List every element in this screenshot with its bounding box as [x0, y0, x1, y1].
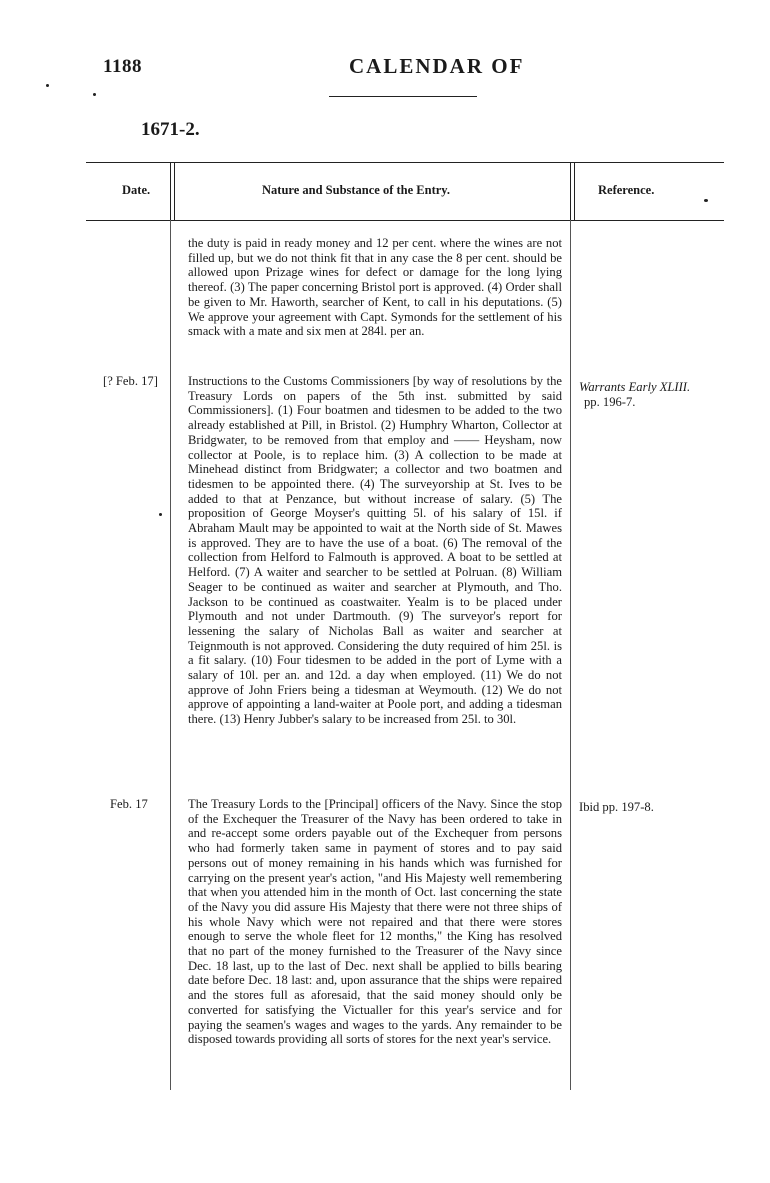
column-divider [574, 162, 575, 220]
table-header-rule [86, 220, 724, 221]
column-header-nature: Nature and Substance of the Entry. [262, 183, 450, 197]
print-speck [93, 93, 96, 96]
entry-text-continuation: the duty is paid in ready money and 12 per cent. where the wines are not filled up, but we do not think fit that in any case the 8 per cent. should be allowed upon Prizage wines for defect or damage for the long lying thereof. (3) The paper concerning Bristol port is approved. (4) Order shall be given to Mr. Haworth, searcher of Kent, to call in his deputations. (5) We approve your agreement with Capt. Symonds for the settlement of his smack with a mate and six men at 284l. per an. [188, 236, 562, 339]
table-top-rule [86, 162, 724, 163]
column-divider [174, 162, 175, 220]
column-header-date: Date. [122, 183, 151, 197]
reference-source: Warrants Early XLIII. [579, 380, 691, 394]
column-divider [570, 220, 571, 1090]
running-head: CALENDAR OF [349, 54, 525, 78]
column-divider [170, 162, 171, 220]
entry-reference [579, 800, 654, 815]
column-header-reference: Reference. [598, 183, 655, 197]
print-speck [159, 513, 162, 516]
entry-date: [? Feb. 17] [103, 374, 158, 388]
column-divider [570, 162, 571, 220]
header-rule [329, 96, 477, 97]
page-number: 1188 [103, 56, 142, 77]
print-speck [46, 84, 49, 87]
entry-text-navy-letter: The Treasury Lords to the [Principal] officers of the Navy. Since the stop of the Exchequer the Treasurer of the Navy has been ordered to take in and re-accept some orders payable out of the Exchequer from persons who had formerly taken same in payment of stores and to pay said persons out of money remaining in his hands which was furnished for carrying on the present year's action, "and His Majesty well remembering that when you attended him in the month of Oct. last concerning the state of the Navy you did assure His Majesty that there were not three ships of his whole Navy which were not repaired and that there were stores enough to serve the whole fleet for 12 months," the King has resolved that no part of the money furnished to the Treasurer of the Navy since Dec. 18 last, up to the last of Dec. next shall be applied to bills bearing date before Dec. 18 last: and, upon assurance that the ships were repaired and the stores full as aforesaid, that the said money should only be converted for satisfying the Victualler for this year's service and for paying the seamen's wages and wages to the yards. Any remainder to be disposed towards providing all sorts of stores for the next year's service. [188, 797, 562, 1047]
print-speck [704, 199, 708, 202]
entry-reference [579, 380, 690, 409]
entry-text-instructions: Instructions to the Customs Commissioners [by way of resolutions by the Treasury Lords on papers of the 5th inst. submitted by said Commissioners]. (1) Four boatmen and tidesmen to be added to the two already established at Pill, in Bristol. (2) Humphry Wharton, Collector at Bridgwater, to be removed from that employ and —— Heysham, now collector at Poole, is to replace him. (3) A collection to be made at Minehead distinct from Bridgwater; a collector and two boatmen and tidesmen to be appointed there. (4) The surveyorship at St. Ives to be added to that at Penzance, but without increase of salary. (5) The proposition of George Moyser's quitting 5l. of his salary of 15l. if Abraham Mault may be appointed to wait at the North side of St. Mawes is approved. They are to have the use of a boat. (6) The removal of the collection from Helford to Falmouth is approved. A boat to be settled at Helford. (7) A waiter and searcher to be settled at Polruan. (8) William Seager to be continued as waiter and searcher at Plymouth, and Tho. Jackson to be continued as coastwaiter. Yealm is to be placed under Plymouth and not under Dartmouth. (9) The surveyor's report for lessening the salary of Nicholas Ball as waiter and searcher at Teignmouth is not approved. Considering the duty required of him 25l. is a fit salary. (10) Four tidesmen to be added in the port of Lyme with a salary of 10l. per an. and 12d. a day when employed. (11) We do not approve of John Friers being a tidesman at Weymouth. (12) We do not approve of appointing a land-waiter at Poole port, and adding a tidesman there. (13) Henry Jubber's salary to be increased from 25l. to 30l. [188, 374, 562, 727]
year-heading: 1671-2. [141, 119, 200, 140]
column-divider [170, 220, 171, 1090]
reference-pages: pp. 196-7. [584, 394, 636, 409]
reference-source: Ibid pp. 197-8. [579, 800, 654, 814]
entry-date: Feb. 17 [110, 797, 148, 811]
